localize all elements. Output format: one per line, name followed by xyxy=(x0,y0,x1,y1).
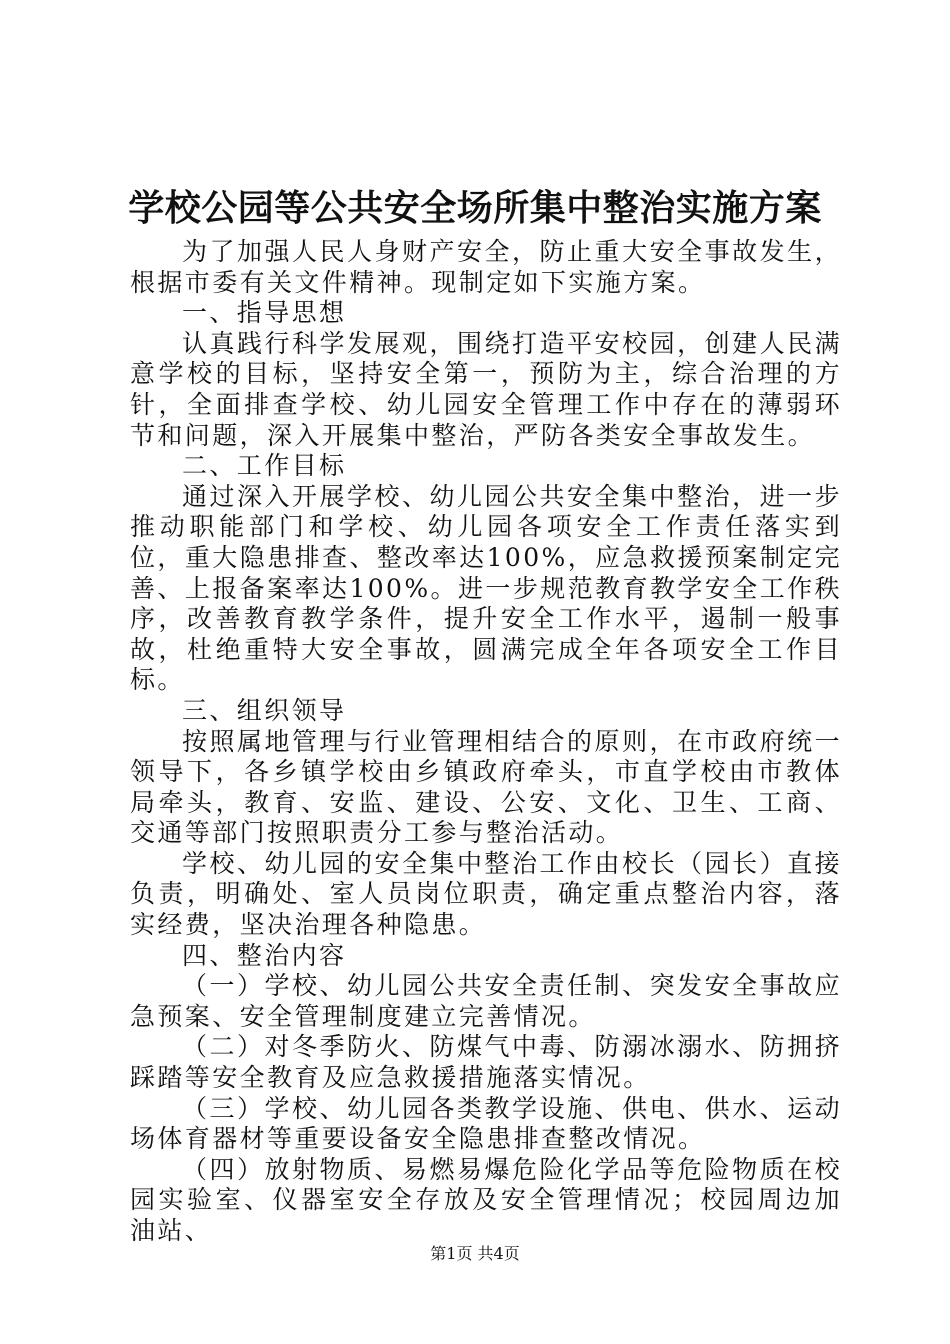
paragraph-organization-2: 学校、幼儿园的安全集中整治工作由校长（园长）直接负责，明确处、室人员岗位职责，确定重点整治内容，落实经费，坚决治理各种隐患。 xyxy=(130,848,842,940)
paragraph-item-2: （二）对冬季防火、防煤气中毒、防溺冰溺水、防拥挤踩踏等安全教育及应急救援措施落实情况。 xyxy=(130,1032,842,1093)
paragraph-guiding-thought: 认真践行科学发展观，围绕打造平安校园，创建人民满意学校的目标，坚持安全第一，预防为主，综合治理的方针，全面排查学校、幼儿园安全管理工作中存在的薄弱环节和问题，深入开展集中整治，严防各类安全事故发生。 xyxy=(130,328,842,450)
paragraph-intro: 为了加强人民人身财产安全，防止重大安全事故发生，根据市委有关文件精神。现制定如下实施方案。 xyxy=(130,237,842,297)
document-title: 学校公园等公共安全场所集中整治实施方案 xyxy=(128,187,822,229)
section-heading-organization: 三、组织领导 xyxy=(182,695,347,725)
paragraph-item-3: （三）学校、幼儿园各类教学设施、供电、供水、运动场体育器材等重要设备安全隐患排查整改情况。 xyxy=(130,1093,842,1154)
section-heading-guiding-thought: 一、指导思想 xyxy=(182,298,347,328)
paragraph-organization-1: 按照属地管理与行业管理相结合的原则，在市政府统一领导下，各乡镇学校由乡镇政府牵头，市直学校由市教体局牵头，教育、安监、建设、公安、文化、卫生、工商、交通等部门按照职责分工参与整治活动。 xyxy=(130,726,842,848)
paragraph-work-goals: 通过深入开展学校、幼儿园公共安全集中整治，进一步推动职能部门和学校、幼儿园各项安全工作责任落实到位，重大隐患排查、整改率达100%，应急救援预案制定完善、上报备案率达100%。进一步规范教育教学安全工作秩序，改善教育教学条件，提升安全工作水平，遏制一般事故，杜绝重特大安全事故，圆满完成全年各项安全工作目标。 xyxy=(130,481,842,695)
section-heading-rectification-content: 四、整治内容 xyxy=(182,940,347,970)
section-heading-work-goals: 二、工作目标 xyxy=(182,451,347,481)
paragraph-item-1: （一）学校、幼儿园公共安全责任制、突发安全事故应急预案、安全管理制度建立完善情况。 xyxy=(130,971,842,1031)
document-body xyxy=(130,237,842,1247)
page-number-footer: 第1页 共4页 xyxy=(430,1244,520,1263)
paragraph-item-4: （四）放射物质、易燃易爆危险化学品等危险物质在校园实验室、仪器室安全存放及安全管理情况；校园周边加油站、 xyxy=(130,1154,842,1245)
